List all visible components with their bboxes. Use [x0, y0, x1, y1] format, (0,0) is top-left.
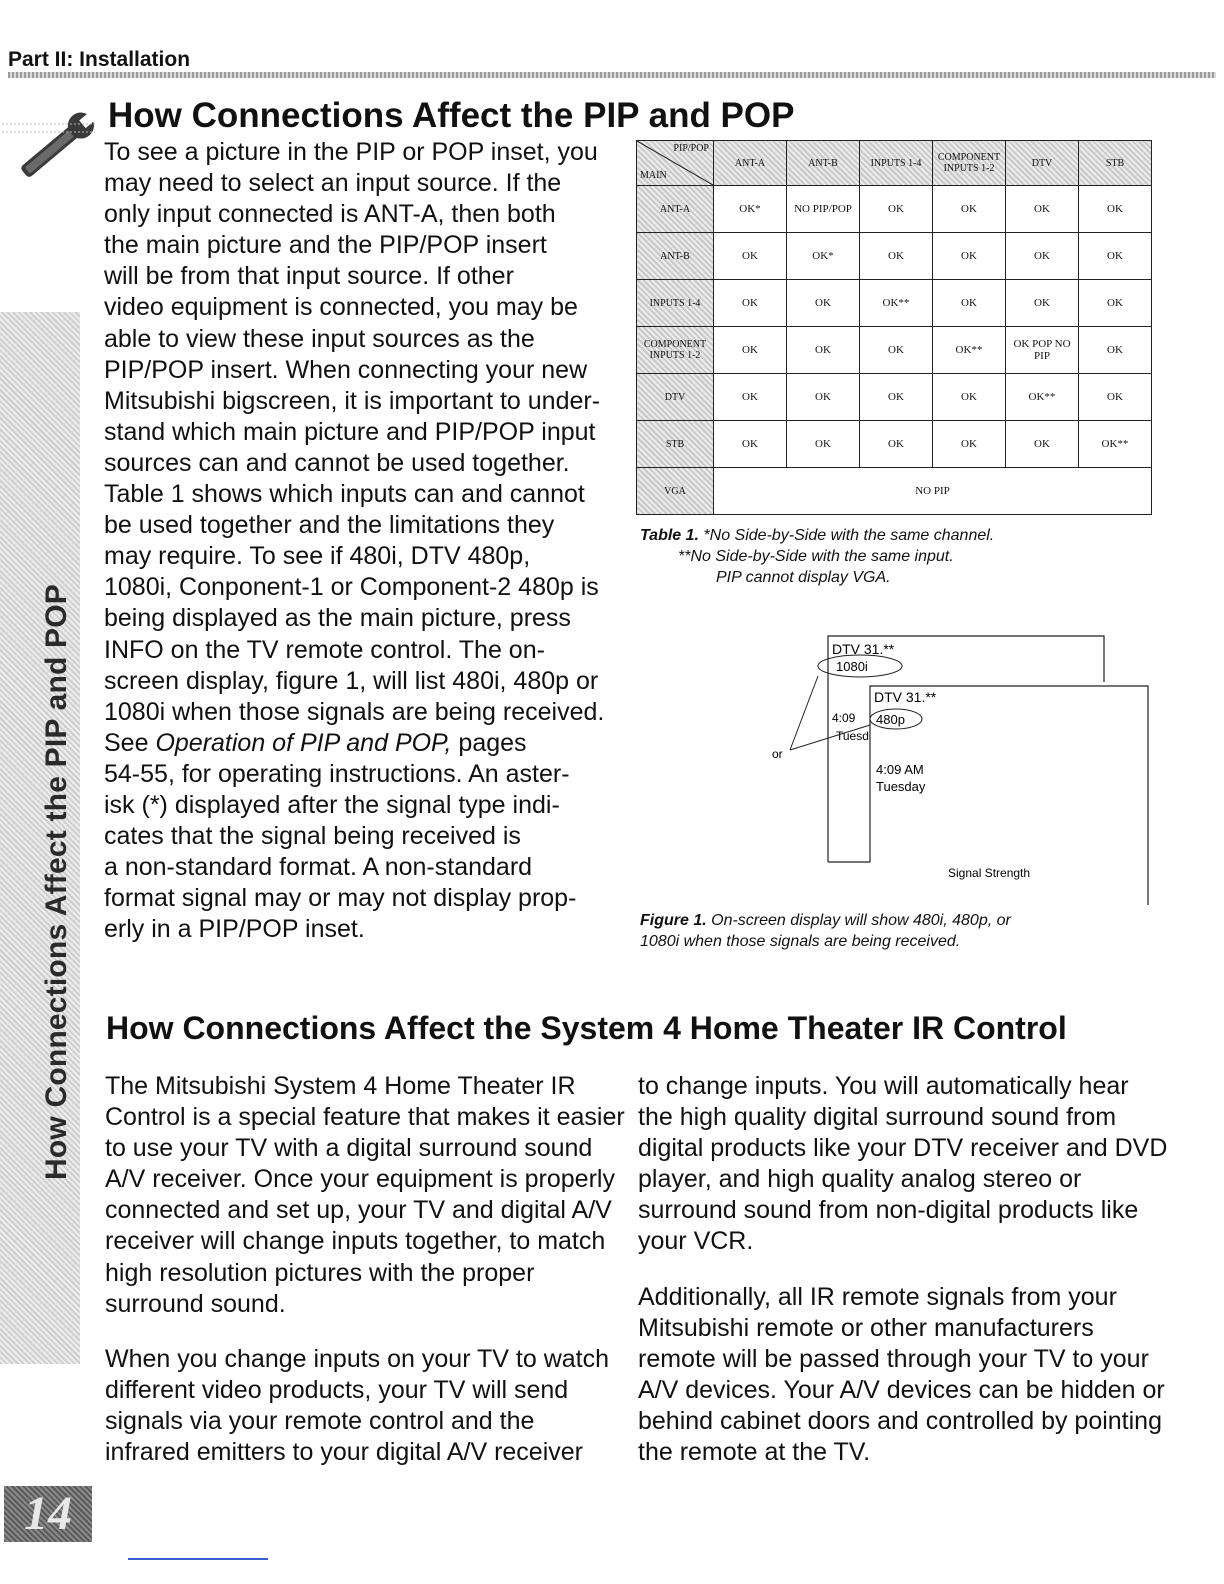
or-label: or	[772, 747, 783, 761]
section1-body-line: able to view these input sources as the	[104, 324, 535, 353]
table-body	[637, 186, 1152, 515]
column-header: INPUTS 1-4	[860, 141, 933, 186]
row-header: COMPONENT INPUTS 1-2	[637, 327, 714, 374]
section2-left-paragraph1: The Mitsubishi System 4 Home Theater IR Control is a special feature that makes it easier to use your TV with a digital surround sound A/V receiver. Once your equipment is properly connected and set up, your TV and digital A/V receiver will change inputs together, to match high resolution pictures with the proper surround sound.	[105, 1072, 625, 1318]
column-header: ANT-B	[787, 141, 860, 186]
table-corner-cell	[637, 141, 714, 186]
table-cell: OK	[933, 280, 1006, 327]
table-cell: OK	[1006, 280, 1079, 327]
section2-title: How Connections Affect the System 4 Home Theater IR Control	[106, 1010, 1067, 1046]
figure1-caption	[640, 910, 1160, 952]
figure1-osd-diagram	[760, 630, 1160, 910]
table-cell: OK	[860, 421, 933, 468]
section1-body	[104, 137, 624, 945]
page-link-underline	[128, 1558, 268, 1560]
see-italic-reference: Operation of PIP and POP,	[155, 728, 452, 757]
front-channel-text: DTV 31.**	[874, 689, 937, 705]
table-cell: OK	[860, 374, 933, 421]
figure1-caption-text: On-screen display will show 480i, 480p, or	[706, 912, 1011, 929]
table-row	[637, 374, 1152, 421]
table-caption-line1: *No Side-by-Side with the same channel.	[698, 527, 995, 544]
table-cell: OK**	[1006, 374, 1079, 421]
section1-body-line: video equipment is connected, you may be	[104, 293, 578, 322]
table-caption-line3: PIP cannot display VGA.	[716, 569, 891, 586]
column-header: ANT-A	[714, 141, 787, 186]
section1-body-line: INFO on the TV remote control. The on-	[104, 635, 545, 664]
table-caption-label: Table 1.	[640, 527, 699, 544]
table-cell: OK	[1006, 233, 1079, 280]
section1-body-line: 1080i, Conponent-1 or Component-2 480p is	[104, 573, 599, 602]
section1-body-line: isk (*) displayed after the signal type indi-	[104, 790, 560, 819]
table-row	[637, 280, 1152, 327]
table-cell: OK*	[714, 186, 787, 233]
table-cell: OK	[714, 233, 787, 280]
table-cell: OK	[933, 233, 1006, 280]
side-tab-label: How Connections Affect the PIP and POP	[40, 584, 73, 1180]
back-signal-text: 1080i	[836, 659, 868, 674]
table-cell: OK	[1006, 421, 1079, 468]
section2-right-paragraph2: Additionally, all IR remote signals from your Mitsubishi remote or other manufacturers remote will be passed through your TV to your A/V devices. Your A/V devices can be hidden or behind cabinet doors and controlled by pointing the remote at the TV.	[638, 1282, 1165, 1467]
osd-day: Tuesday	[876, 779, 926, 794]
table-cell: OK	[1079, 233, 1152, 280]
table-row-vga	[637, 468, 1152, 515]
table-row	[637, 421, 1152, 468]
section1-body-line: 1080i when those signals are being received.	[104, 697, 605, 726]
row-header: DTV	[637, 374, 714, 421]
section1-body-line: will be from that input source. If other	[104, 262, 514, 291]
table-cell: OK	[1079, 186, 1152, 233]
corner-main-label: MAIN	[640, 170, 667, 181]
section1-body-line	[104, 728, 624, 759]
table-cell: OK	[860, 186, 933, 233]
column-header: COMPONENT INPUTS 1-2	[933, 141, 1006, 186]
section1-body-line: 54-55, for operating instructions. An aster-	[104, 759, 570, 788]
column-header: STB	[1079, 141, 1152, 186]
table-cell: OK	[787, 374, 860, 421]
table-cell: OK	[1006, 186, 1079, 233]
part-header: Part II: Installation	[8, 48, 191, 71]
section2-right-column	[638, 1071, 1168, 1492]
row-header: ANT-A	[637, 186, 714, 233]
back-day-partial: Tuesd	[836, 729, 869, 743]
table-cell: OK	[933, 186, 1006, 233]
row-header: INPUTS 1-4	[637, 280, 714, 327]
table-row	[637, 186, 1152, 233]
table-row	[637, 233, 1152, 280]
section1-body-line: Mitsubishi bigscreen, it is important to under-	[104, 386, 601, 415]
pip-pop-table	[636, 140, 1152, 515]
table-header-row	[637, 141, 1152, 186]
figure1-caption-text2: 1080i when those signals are being received.	[640, 933, 961, 950]
section1-body-line: stand which main picture and PIP/POP input	[104, 417, 596, 446]
column-header: DTV	[1006, 141, 1079, 186]
table-cell: OK	[1079, 374, 1152, 421]
section1-body-line: the main picture and the PIP/POP insert	[104, 231, 547, 260]
section1-body-line: being displayed as the main picture, press	[104, 604, 571, 633]
row-header: STB	[637, 421, 714, 468]
table-cell: NO PIP/POP	[787, 186, 860, 233]
table-cell: OK	[714, 327, 787, 374]
osd-time: 4:09 AM	[876, 762, 924, 777]
table-caption	[640, 525, 994, 588]
corner-pip-label: PIP/POP	[673, 143, 709, 154]
table-cell: OK	[860, 327, 933, 374]
section1-body-line: format signal may or may not display prop-	[104, 884, 577, 913]
header-rule	[8, 72, 1216, 78]
section1-body-line: PIP/POP insert. When connecting your new	[104, 355, 588, 384]
section1-body-line: cates that the signal being received is	[104, 822, 521, 851]
table-cell: OK	[714, 421, 787, 468]
section2-right-paragraph1: to change inputs. You will automatically hear the high quality digital surround sound from digital products like your DTV receiver and DVD player, and high quality analog stereo or surround sound from non-digital products like your VCR.	[638, 1072, 1168, 1256]
table-cell: OK	[787, 280, 860, 327]
table-cell: OK*	[787, 233, 860, 280]
page-number: 14	[4, 1486, 92, 1542]
section1-body-line: sources can and cannot be used together.	[104, 448, 570, 477]
section2-left-paragraph2: When you change inputs on your TV to watch different video products, your TV will send signals via your remote control and the infrared emitters to your digital A/V receiver	[105, 1344, 610, 1467]
table-cell: OK	[787, 327, 860, 374]
section1-body-line: To see a picture in the PIP or POP inset, you	[104, 138, 598, 166]
row-header: VGA	[637, 468, 714, 515]
wrench-logo-icon	[0, 96, 110, 196]
front-signal-text: 480p	[876, 712, 905, 727]
section1-body-line: may need to select an input source. If the	[104, 169, 562, 198]
section1-title: How Connections Affect the PIP and POP	[108, 96, 795, 135]
back-channel-text: DTV 31.**	[832, 641, 895, 657]
vga-no-pip-cell: NO PIP	[714, 468, 1152, 515]
table-cell: OK**	[933, 327, 1006, 374]
table-cell: OK**	[1079, 421, 1152, 468]
row-header: ANT-B	[637, 233, 714, 280]
table-cell: OK POP NO PIP	[1006, 327, 1079, 374]
table-caption-line2: **No Side-by-Side with the same input.	[678, 548, 954, 565]
table-cell: OK	[1079, 280, 1152, 327]
section1-body-line: Table 1 shows which inputs can and cannot	[104, 480, 585, 509]
see-prefix: See	[104, 728, 156, 757]
table-cell: OK	[933, 374, 1006, 421]
section1-body-line: erly in a PIP/POP inset.	[104, 915, 365, 944]
section1-body-line: may require. To see if 480i, DTV 480p,	[104, 542, 531, 571]
section1-body-line: screen display, figure 1, will list 480i, 480p or	[104, 666, 599, 695]
figure1-caption-label: Figure 1.	[640, 912, 707, 929]
table-cell: OK	[860, 233, 933, 280]
section1-body-line: be used together and the limitations they	[104, 511, 555, 540]
table-row	[637, 327, 1152, 374]
section2-left-column	[105, 1071, 625, 1492]
table-cell: OK	[1079, 327, 1152, 374]
table-cell: OK	[714, 374, 787, 421]
table-cell: OK	[714, 280, 787, 327]
section1-body-line: a non-standard format. A non-standard	[104, 853, 533, 882]
table-cell: OK	[933, 421, 1006, 468]
back-time-partial: 4:09	[832, 711, 856, 725]
table-cell: OK	[787, 421, 860, 468]
table-cell: OK**	[860, 280, 933, 327]
section1-body-line: only input connected is ANT-A, then both	[104, 200, 556, 229]
see-suffix: pages	[451, 728, 527, 757]
signal-strength-label: Signal Strength	[948, 866, 1031, 880]
